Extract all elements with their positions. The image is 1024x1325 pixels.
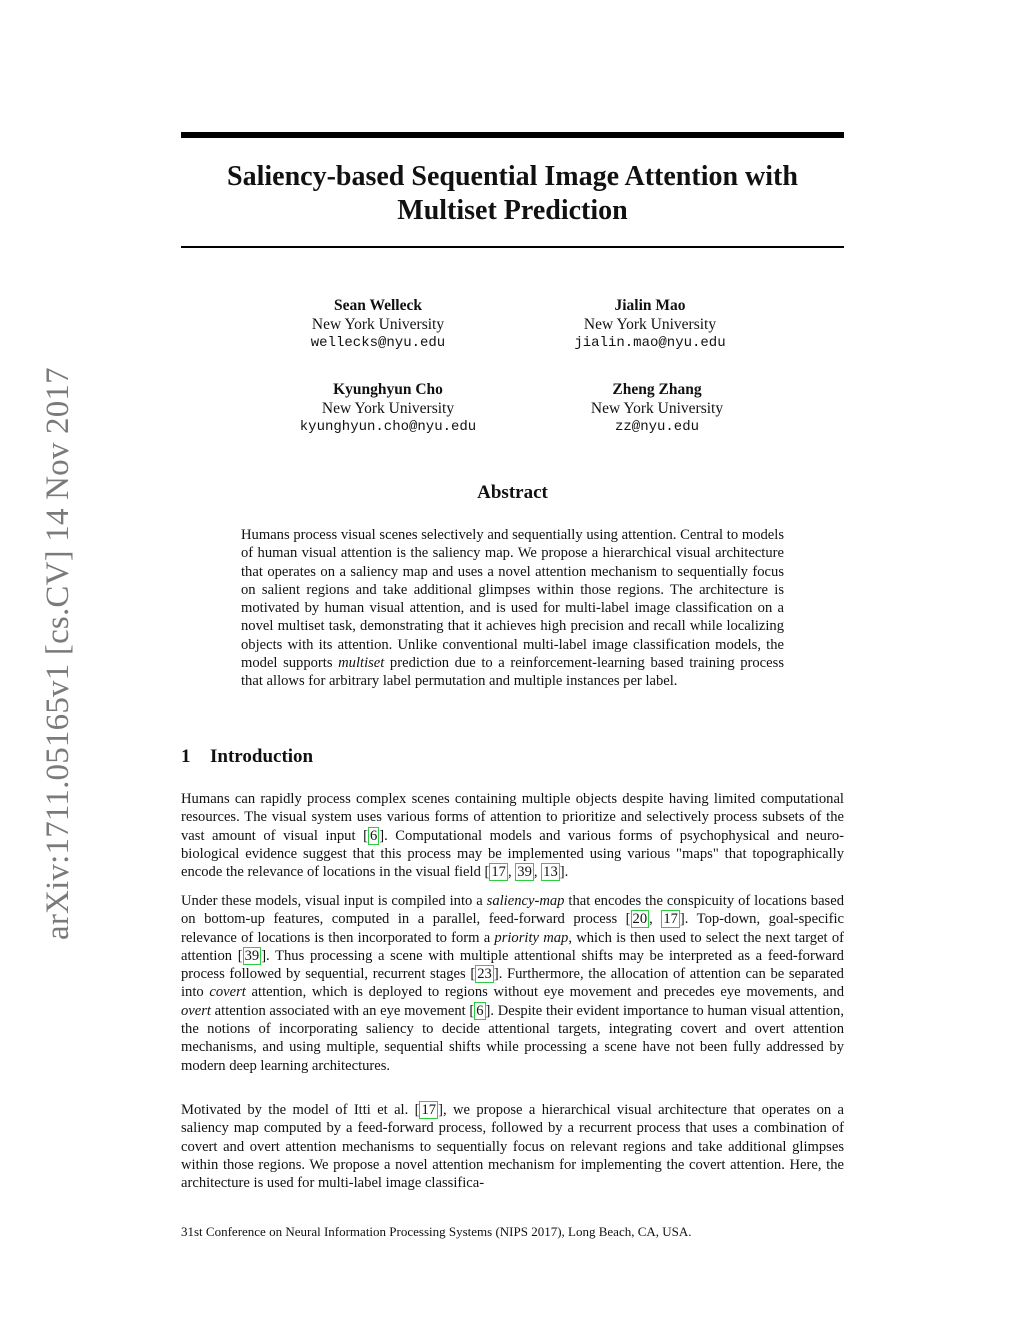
citation-link[interactable]: 39 [517,864,532,881]
citation-link[interactable]: 17 [491,864,506,881]
para-text: , which is then used to select the next target of attention [ [181,929,844,964]
title-top-rule [181,132,844,138]
citation-link[interactable]: 17 [663,911,678,928]
para-text: ]. Top-down, goal-specific relevance of locations is then incorporated to form a [181,911,844,946]
para-text: ], we propose a hierarchical visual architecture that operates on a saliency map computed by a feed-forward process, followed by a recurrent process that uses a combination of covert and overt attention mechanisms to sequentially focus on relevant regions and take additional glimpses within those regions. We propose a novel attention mechanism for implementing the covert attention. Here, the architecture is used for multi-label image classifica- [181,1102,844,1192]
author-name: Zheng Zhang [612,381,702,398]
para-text: ]. Furthermore, the allocation of attention can be separated into [181,966,844,1001]
section-heading-introduction [181,746,313,768]
citation-link[interactable]: 13 [543,864,558,881]
abstract-text: prediction due to a reinforcement-learning based training process that allows for arbitrary label permutation and multiple instances per label. [241,655,784,690]
para-text: , [507,864,516,881]
author-block [248,296,508,353]
para-text: ]. Thus processing a scene with multiple attentional shifts may be interpreted as a feed-forward process followed by sequential, recurrent stages [ [181,947,844,983]
author-block [527,380,787,437]
para-text: Motivated by the model of Itti et al. [ [181,1102,420,1118]
author-name: Kyunghyun Cho [333,381,443,398]
para-text: Under these models, visual input is compiled into a [181,893,487,909]
citation-link[interactable]: 23 [477,966,492,983]
author-name: Sean Welleck [334,297,422,314]
intro-paragraph-3 [181,1101,844,1192]
para-emphasis: saliency-map [486,893,565,909]
title-line-1: Saliency-based Sequential Image Attention with [227,161,798,192]
intro-paragraph-2 [181,892,844,1075]
citation-link[interactable]: 17 [421,1102,437,1118]
para-text: attention, which is deployed to regions without eye movement and precedes eye movements, and [245,984,845,1001]
abstract-heading: Abstract [477,482,548,503]
author-email[interactable]: wellecks@nyu.edu [310,335,446,351]
intro-paragraph-1 [181,790,844,881]
title-bottom-rule [181,246,844,248]
arxiv-identifier-stamp: arXiv:1711.05165v1 [cs.CV] 14 Nov 2017 [40,367,76,940]
abstract-text: Humans process visual scenes selectively and sequentially using attention. Central to models of human visual attention is the saliency map. We propose a hierarchical visual architecture that operates on a saliency map and uses a novel attention mechanism to sequentially focus on salient regions and take additional glimpses within those regions. The architecture is motivated by human visual attention, and is used for multi-label image classification on a novel multiset task, demonstrating that it achieves high precision and recall while localizing objects with its attention. Unlike conventional multi-label image classification models, the model supports [241,527,784,672]
para-emphasis: overt [181,1002,211,1019]
author-block [258,380,518,437]
citation-link[interactable]: 39 [244,947,260,964]
author-email[interactable]: zz@nyu.edu [614,419,699,435]
abstract-body [241,526,784,691]
para-text: ]. [559,864,569,881]
section-number: 1 [181,746,191,767]
para-text: , [649,911,662,928]
abstract-emphasis: multiset [338,655,385,672]
author-email[interactable]: kyunghyun.cho@nyu.edu [299,419,477,435]
author-email[interactable]: jialin.mao@nyu.edu [574,335,726,351]
citation-link[interactable]: 6 [369,827,378,844]
citation-link[interactable]: 20 [632,911,648,928]
author-affiliation: New York University [590,400,724,417]
author-affiliation: New York University [583,316,717,333]
para-text: ]. Despite their evident importance to human visual attention, the notions of incorporating saliency to decide attentional targets, integrating covert and overt attention mechanisms, and using multiple, sequential shifts while processing a scene have not been fully addressed by modern deep learning architectures. [181,1002,845,1074]
para-text: Humans can rapidly process complex scenes containing multiple objects despite having limited computational resources. The visual system uses various forms of attention to prioritize and selectively process subsets of the vast amount of visual input [ [181,791,844,844]
para-emphasis: priority map [494,929,569,946]
para-emphasis: covert [209,984,246,1001]
para-text: that encodes the conspicuity of locations based on bottom-up features, computed in a parallel, feed-forward process [ [181,893,844,928]
para-text: ]. Computational models and various forms of psychophysical and neuro-biological evidence suggest that this process may be implemented using various "maps" that topographically encode the relevance of locations in the visual field [ [181,827,844,881]
section-title: Introduction [210,746,314,767]
paper-title [181,160,844,228]
para-text: , [533,864,542,881]
author-affiliation: New York University [321,400,455,417]
author-affiliation: New York University [311,316,445,333]
conference-footnote: 31st Conference on Neural Information Processing Systems (NIPS 2017), Long Beach, CA, USA. [181,1224,692,1239]
author-block [520,296,780,353]
author-name: Jialin Mao [614,297,686,314]
title-line-2: Multiset Prediction [397,195,628,226]
para-text: attention associated with an eye movement [ [211,1002,475,1019]
citation-link[interactable]: 6 [476,1002,484,1019]
